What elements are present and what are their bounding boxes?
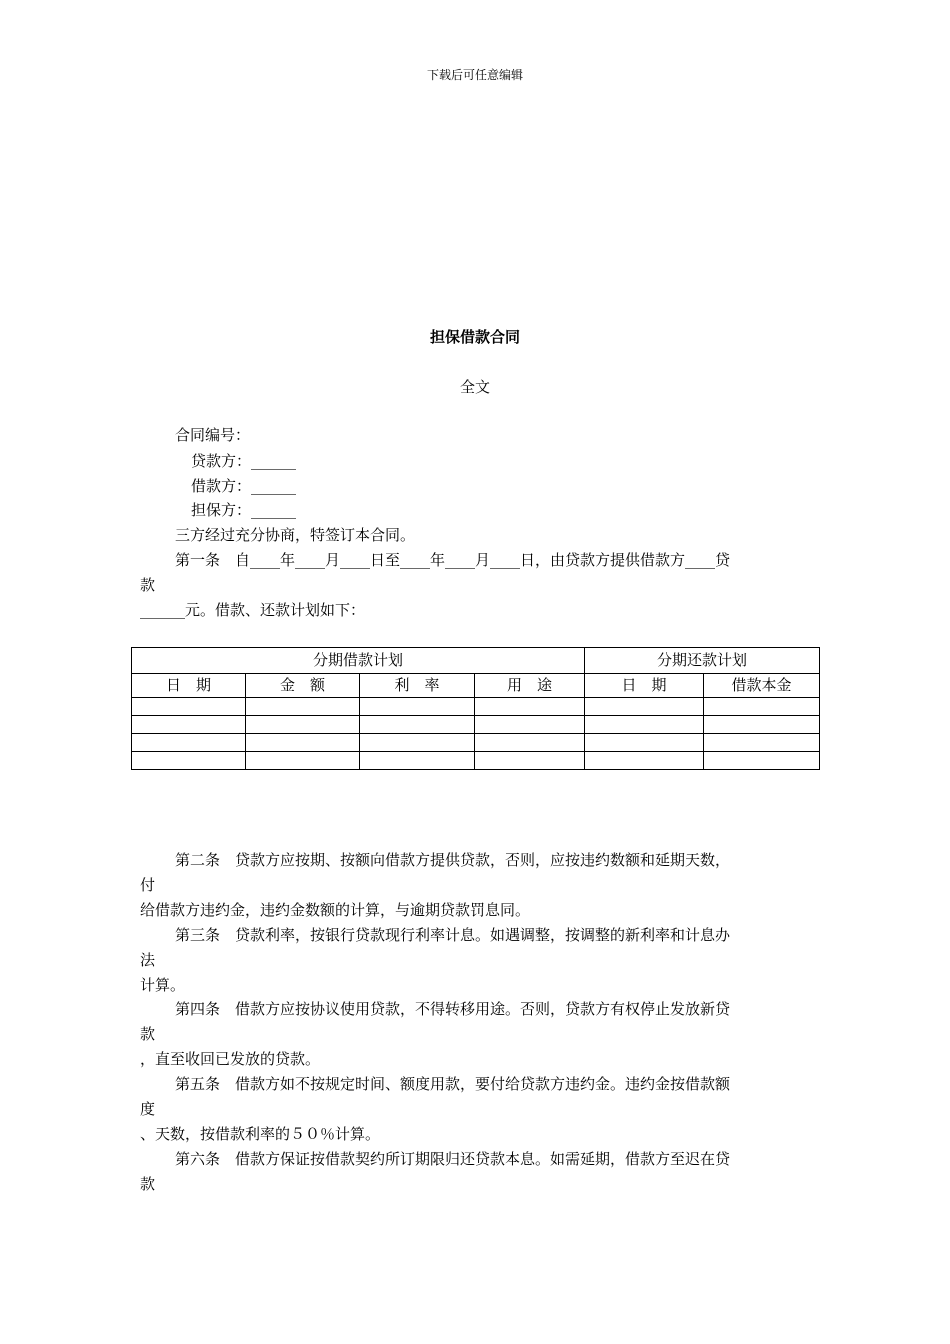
column-header: 金 额 xyxy=(246,674,360,698)
table-cell xyxy=(132,698,246,716)
table-cell xyxy=(246,716,360,734)
article-4-line-3: ，直至收回已发放的贷款。 xyxy=(140,1050,321,1068)
loan-plan-table xyxy=(131,647,820,770)
table-cell xyxy=(132,716,246,734)
table-row xyxy=(132,752,820,770)
lender-field: 贷款方：______ xyxy=(191,452,297,470)
table-group-header-row xyxy=(132,648,820,674)
table-cell xyxy=(132,734,246,752)
article-1-line-1: 第一条 自____年____月____日至____年____月____日，由贷款方提供借款方____贷 xyxy=(175,551,731,569)
table-cell xyxy=(475,698,585,716)
article-5-line-1: 第五条 借款方如不按规定时间、额度用款，要付给贷款方违约金。违约金按借款额 xyxy=(175,1075,731,1093)
table-cell xyxy=(360,698,475,716)
article-5-line-2: 度 xyxy=(140,1100,156,1118)
article-2-line-3: 给借款方违约金，违约金数额的计算，与逾期贷款罚息同。 xyxy=(140,901,531,919)
article-2-line-1: 第二条 贷款方应按期、按额向借款方提供贷款，否则，应按违约数额和延期天数， xyxy=(175,851,731,869)
table-cell xyxy=(704,698,820,716)
table-cell xyxy=(246,698,360,716)
article-1-line-3: ______元。借款、还款计划如下： xyxy=(140,601,366,619)
page-header: 下载后可任意编辑 xyxy=(426,68,523,82)
table-cell xyxy=(360,716,475,734)
agreement-statement: 三方经过充分协商，特签订本合同。 xyxy=(175,526,416,544)
table-cell xyxy=(704,716,820,734)
table-column-header-row xyxy=(132,674,820,698)
table-cell xyxy=(475,734,585,752)
table-cell xyxy=(246,752,360,770)
table-row xyxy=(132,716,820,734)
article-2-line-2: 付 xyxy=(140,876,156,894)
table-cell xyxy=(360,734,475,752)
table-cell xyxy=(475,752,585,770)
group-repay-plan: 分期还款计划 xyxy=(585,648,820,674)
article-4-line-2: 款 xyxy=(140,1025,156,1043)
table-cell xyxy=(585,716,704,734)
column-header: 借款本金 xyxy=(704,674,820,698)
article-6-line-1: 第六条 借款方保证按借款契约所订期限归还贷款本息。如需延期，借款方至迟在贷 xyxy=(175,1150,731,1168)
table-cell xyxy=(704,752,820,770)
table-cell xyxy=(704,734,820,752)
article-3-line-3: 计算。 xyxy=(140,976,186,994)
column-header: 用 途 xyxy=(475,674,585,698)
article-6-line-2: 款 xyxy=(140,1175,156,1193)
group-borrow-plan: 分期借款计划 xyxy=(132,648,585,674)
table-cell xyxy=(585,752,704,770)
table-cell xyxy=(475,716,585,734)
article-4-line-1: 第四条 借款方应按协议使用贷款，不得转移用途。否则，贷款方有权停止发放新贷 xyxy=(175,1000,731,1018)
contract-number-label: 合同编号： xyxy=(175,426,251,444)
article-5-line-3: 、天数，按借款利率的５０％计算。 xyxy=(140,1125,381,1143)
table-cell xyxy=(585,698,704,716)
article-1-line-2: 款 xyxy=(140,576,156,594)
table-cell xyxy=(246,734,360,752)
table-row xyxy=(132,698,820,716)
table-cell xyxy=(132,752,246,770)
document-subtitle: 全文 xyxy=(459,378,490,396)
document-title: 担保借款合同 xyxy=(429,328,520,346)
table-row xyxy=(132,734,820,752)
borrower-field: 借款方：______ xyxy=(191,477,297,495)
column-header: 日 期 xyxy=(585,674,704,698)
table-cell xyxy=(585,734,704,752)
table-cell xyxy=(360,752,475,770)
column-header: 日 期 xyxy=(132,674,246,698)
article-3-line-2: 法 xyxy=(140,951,156,969)
article-3-line-1: 第三条 贷款利率，按银行贷款现行利率计息。如遇调整，按调整的新利率和计息办 xyxy=(175,926,731,944)
column-header: 利 率 xyxy=(360,674,475,698)
guarantor-field: 担保方：______ xyxy=(191,501,297,519)
